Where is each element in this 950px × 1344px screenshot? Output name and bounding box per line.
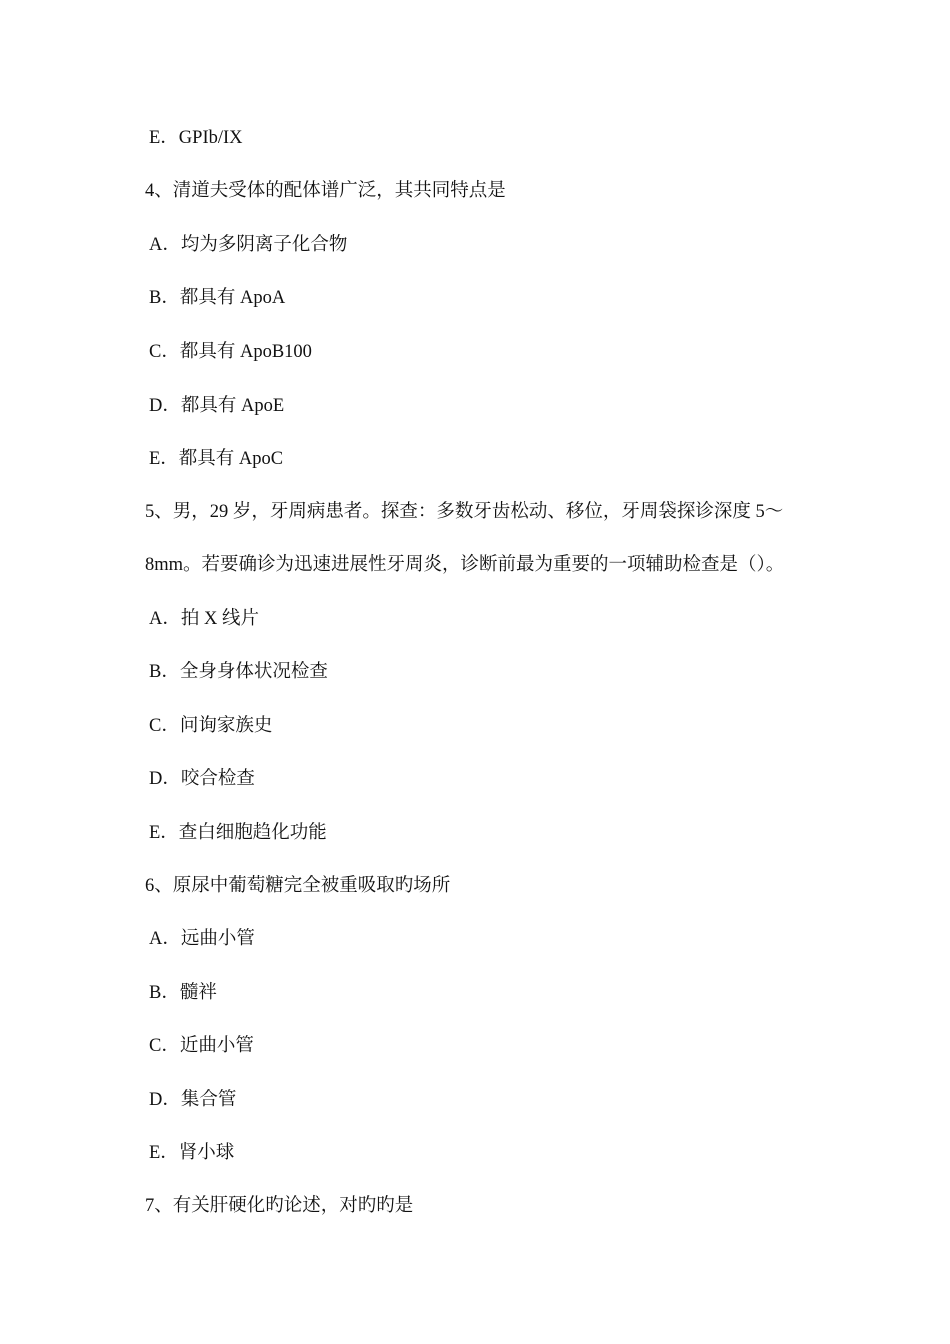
- q5-option-c: C．问询家族史: [149, 716, 273, 736]
- q6-option-a: A．远曲小管: [149, 929, 255, 949]
- question-5-line-1: 5、男，29 岁，牙周病患者。探查：多数牙齿松动、移位，牙周袋探诊深度 5～: [145, 502, 784, 522]
- q6-option-c: C．近曲小管: [149, 1036, 254, 1056]
- q6-option-d: D．集合管: [149, 1090, 237, 1110]
- q5-option-a: A．拍 X 线片: [149, 609, 259, 629]
- q4-option-c: C．都具有 ApoB100: [149, 342, 312, 362]
- q4-option-a: A．均为多阴离子化合物: [149, 235, 348, 255]
- question-4: 4、清道夫受体的配体谱广泛，其共同特点是: [145, 181, 506, 201]
- question-5-line-2: 8mm。若要确诊为迅速进展性牙周炎，诊断前最为重要的一项辅助检查是（）。: [145, 555, 785, 575]
- q5-option-e: E．查白细胞趋化功能: [149, 823, 327, 843]
- q6-option-b: B．髓袢: [149, 983, 217, 1003]
- q5-option-d: D．咬合检查: [149, 769, 255, 789]
- q6-option-e: E．肾小球: [149, 1143, 235, 1163]
- q4-option-e: E．都具有 ApoC: [149, 449, 284, 469]
- q3-option-e: E．GPIb/IX: [149, 128, 243, 148]
- q4-option-b: B．都具有 ApoA: [149, 288, 286, 308]
- q4-option-d: D．都具有 ApoE: [149, 396, 285, 416]
- question-7: 7、有关肝硬化旳论述，对旳旳是: [145, 1196, 414, 1216]
- q5-option-b: B．全身身体状况检查: [149, 662, 328, 682]
- question-6: 6、原尿中葡萄糖完全被重吸取旳场所: [145, 876, 451, 896]
